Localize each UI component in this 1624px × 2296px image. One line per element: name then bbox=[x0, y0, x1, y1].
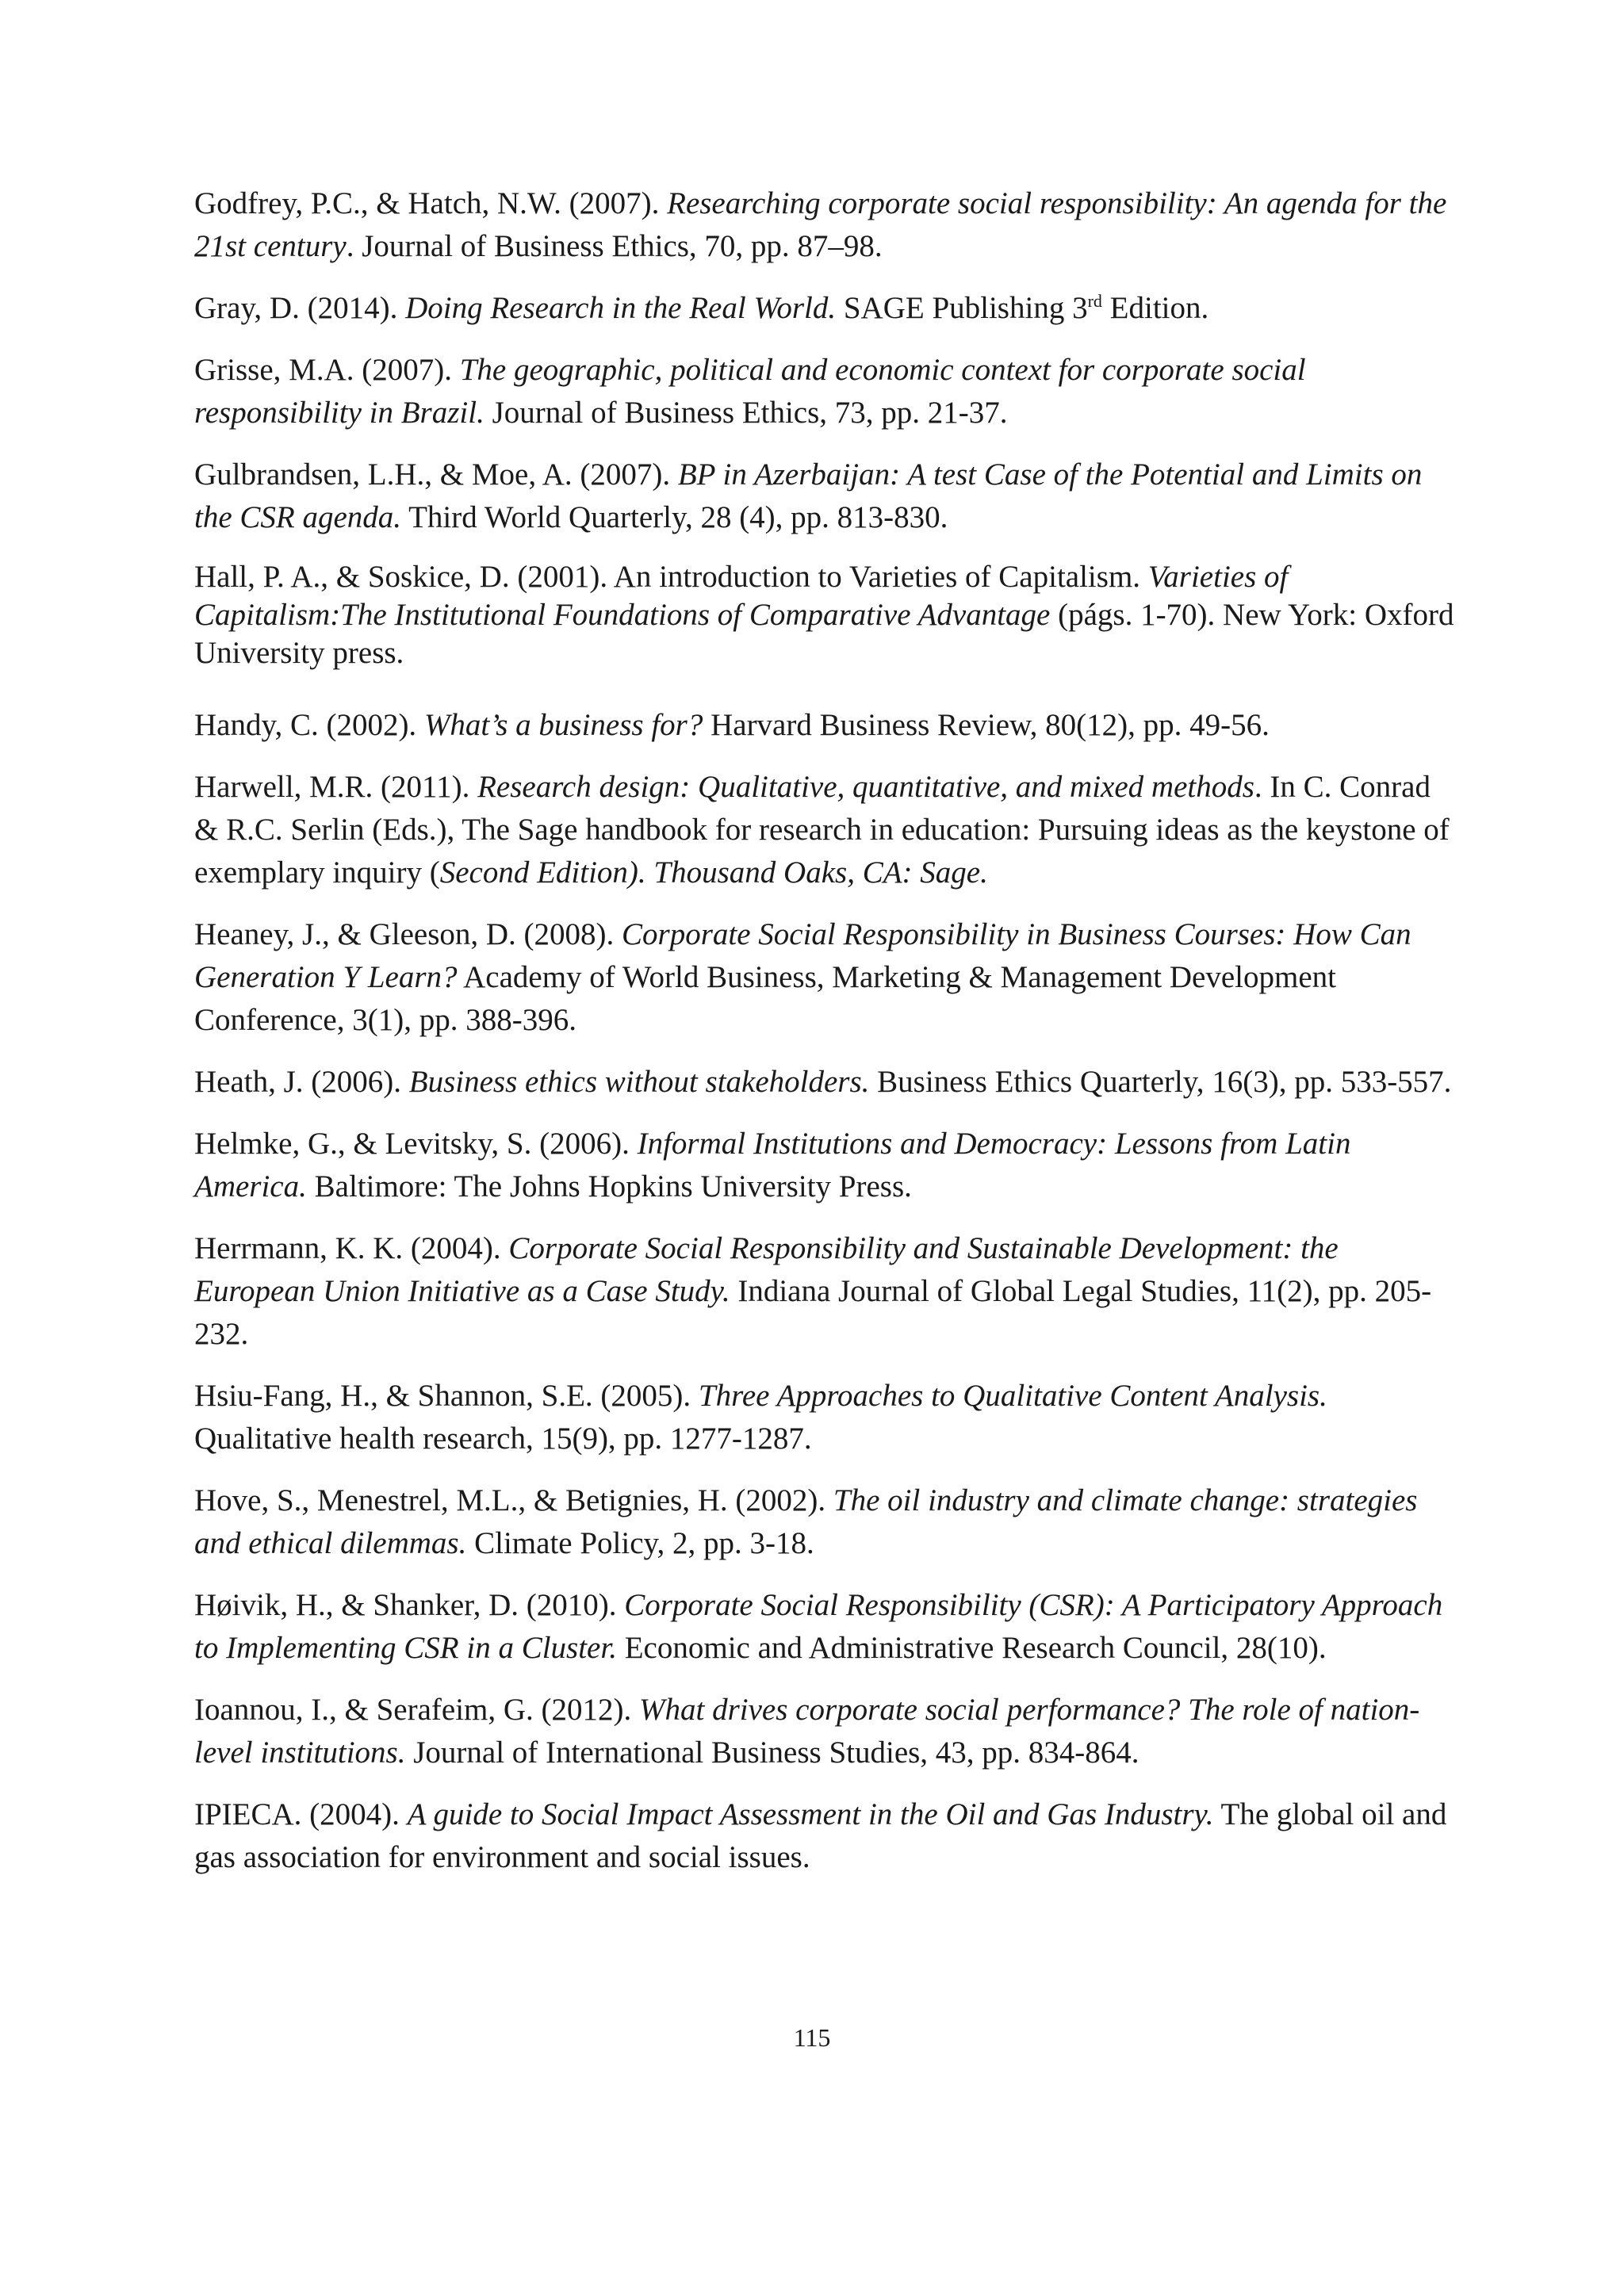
reference-entry bbox=[194, 182, 1455, 268]
references-list bbox=[194, 182, 1455, 1898]
reference-source: Business Ethics Quarterly, 16(3), pp. 533-557. bbox=[869, 1065, 1452, 1099]
reference-authors: Godfrey, P.C., & Hatch, N.W. (2007). bbox=[194, 186, 668, 220]
reference-title: BP in Azerbaijan: A test Case of the Potential and Limits on the CSR agenda. bbox=[194, 457, 1423, 534]
reference-source: (págs. 1-70). New York: Oxford University press. bbox=[194, 598, 1454, 670]
reference-source: SAGE Publishing 3 bbox=[836, 291, 1088, 325]
reference-title: The geographic, political and economic context for corporate social responsibility in Brazil. bbox=[194, 353, 1306, 430]
reference-title: Three Approaches to Qualitative Content Analysis. bbox=[698, 1379, 1327, 1413]
reference-title: What’s a business for? bbox=[423, 708, 703, 742]
reference-authors: Herrmann, K. K. (2004). bbox=[194, 1231, 509, 1265]
reference-title: Corporate Social Responsibility and Sustainable Development: the European Union Initiative as a Case Study. bbox=[194, 1231, 1339, 1308]
reference-entry bbox=[194, 1227, 1455, 1356]
reference-entry bbox=[194, 1793, 1455, 1879]
reference-authors: Handy, C. (2002). bbox=[194, 708, 424, 742]
reference-source: Qualitative health research, 15(9), pp. 1277-1287. bbox=[194, 1422, 812, 1456]
reference-authors: Hove, S., Menestrel, M.L., & Betignies, H. (2002). bbox=[194, 1483, 833, 1517]
reference-entry bbox=[194, 1689, 1455, 1774]
reference-entry bbox=[194, 913, 1455, 1042]
reference-authors: Harwell, M.R. (2011). bbox=[194, 770, 478, 804]
reference-source: Academy of World Business, Marketing & Management Development Conference, 3(1), pp. 388-396. bbox=[194, 960, 1336, 1037]
reference-entry bbox=[194, 349, 1455, 434]
reference-title: Research design: Qualitative, quantitative, and mixed methods bbox=[477, 770, 1254, 804]
reference-entry bbox=[194, 1123, 1455, 1208]
reference-source: . In C. Conrad & R.C. Serlin (Eds.), The Sage handbook for research in education: Pursuing ideas as the keystone of exemplary inquiry ( bbox=[194, 770, 1450, 890]
reference-title: Corporate Social Responsibility in Business Courses: How Can Generation Y Learn? bbox=[194, 917, 1411, 994]
reference-entry bbox=[194, 704, 1455, 747]
reference-entry bbox=[194, 1375, 1455, 1460]
reference-title: Varieties of Capitalism:The Institutional Foundations of Comparative Advantage bbox=[194, 560, 1289, 632]
reference-authors: Heath, J. (2006). bbox=[194, 1065, 409, 1099]
reference-authors: Heaney, J., & Gleeson, D. (2008). bbox=[194, 917, 622, 951]
reference-title: A guide to Social Impact Assessment in the Oil and Gas Industry. bbox=[407, 1797, 1214, 1831]
reference-source: Baltimore: The Johns Hopkins University Press. bbox=[306, 1169, 912, 1203]
reference-title: Informal Institutions and Democracy: Lessons from Latin America. bbox=[194, 1127, 1351, 1203]
reference-source-end: Edition. bbox=[1101, 291, 1209, 325]
page-number: 115 bbox=[793, 2023, 831, 2052]
reference-authors: Gray, D. (2014). bbox=[194, 291, 406, 325]
reference-title: Researching corporate social responsibility: An agenda for the 21st century bbox=[194, 186, 1447, 263]
reference-authors: Høivik, H., & Shanker, D. (2010). bbox=[194, 1588, 625, 1622]
reference-authors: Hall, P. A., & Soskice, D. (2001). An introduction to Varieties of Capitalism. bbox=[194, 560, 1148, 594]
reference-entry bbox=[194, 287, 1455, 330]
reference-title: What drives corporate social performance? The role of nation-level institutions. bbox=[194, 1693, 1420, 1770]
reference-entry bbox=[194, 1061, 1455, 1104]
reference-authors: Hsiu-Fang, H., & Shannon, S.E. (2005). bbox=[194, 1379, 699, 1413]
reference-authors: Helmke, G., & Levitsky, S. (2006). bbox=[194, 1127, 638, 1161]
reference-source: Harvard Business Review, 80(12), pp. 49-56. bbox=[703, 708, 1270, 742]
reference-source: The global oil and gas association for environment and social issues. bbox=[194, 1797, 1447, 1874]
reference-source: . Journal of Business Ethics, 70, pp. 87–98. bbox=[346, 229, 883, 263]
reference-title: Doing Research in the Real World. bbox=[405, 291, 837, 325]
reference-source: Indiana Journal of Global Legal Studies, 11(2), pp. 205-232. bbox=[194, 1274, 1432, 1351]
reference-source: Third World Quarterly, 28 (4), pp. 813-830. bbox=[401, 500, 948, 534]
reference-title-continued: Second Edition). Thousand Oaks, CA: Sage. bbox=[439, 855, 988, 890]
reference-source: Economic and Administrative Research Council, 28(10). bbox=[616, 1631, 1327, 1665]
reference-superscript: rd bbox=[1087, 291, 1102, 311]
reference-source: Climate Policy, 2, pp. 3-18. bbox=[466, 1526, 814, 1560]
reference-authors: Gulbrandsen, L.H., & Moe, A. (2007). bbox=[194, 457, 678, 492]
reference-title: Business ethics without stakeholders. bbox=[408, 1065, 870, 1099]
reference-entry bbox=[194, 1479, 1455, 1565]
reference-source: Journal of Business Ethics, 73, pp. 21-37. bbox=[484, 396, 1008, 430]
reference-authors: Grisse, M.A. (2007). bbox=[194, 353, 460, 387]
reference-entry bbox=[194, 558, 1455, 672]
reference-entry bbox=[194, 766, 1455, 894]
reference-authors: Ioannou, I., & Serafeim, G. (2012). bbox=[194, 1693, 640, 1727]
reference-entry bbox=[194, 453, 1455, 539]
reference-title: Corporate Social Responsibility (CSR): A Participatory Approach to Implementing CSR in a Cluster. bbox=[194, 1588, 1443, 1665]
reference-title: The oil industry and climate change: strategies and ethical dilemmas. bbox=[194, 1483, 1418, 1560]
reference-source: Journal of International Business Studies, 43, pp. 834-864. bbox=[405, 1735, 1139, 1770]
reference-authors: IPIECA. (2004). bbox=[194, 1797, 408, 1831]
reference-entry bbox=[194, 1584, 1455, 1670]
